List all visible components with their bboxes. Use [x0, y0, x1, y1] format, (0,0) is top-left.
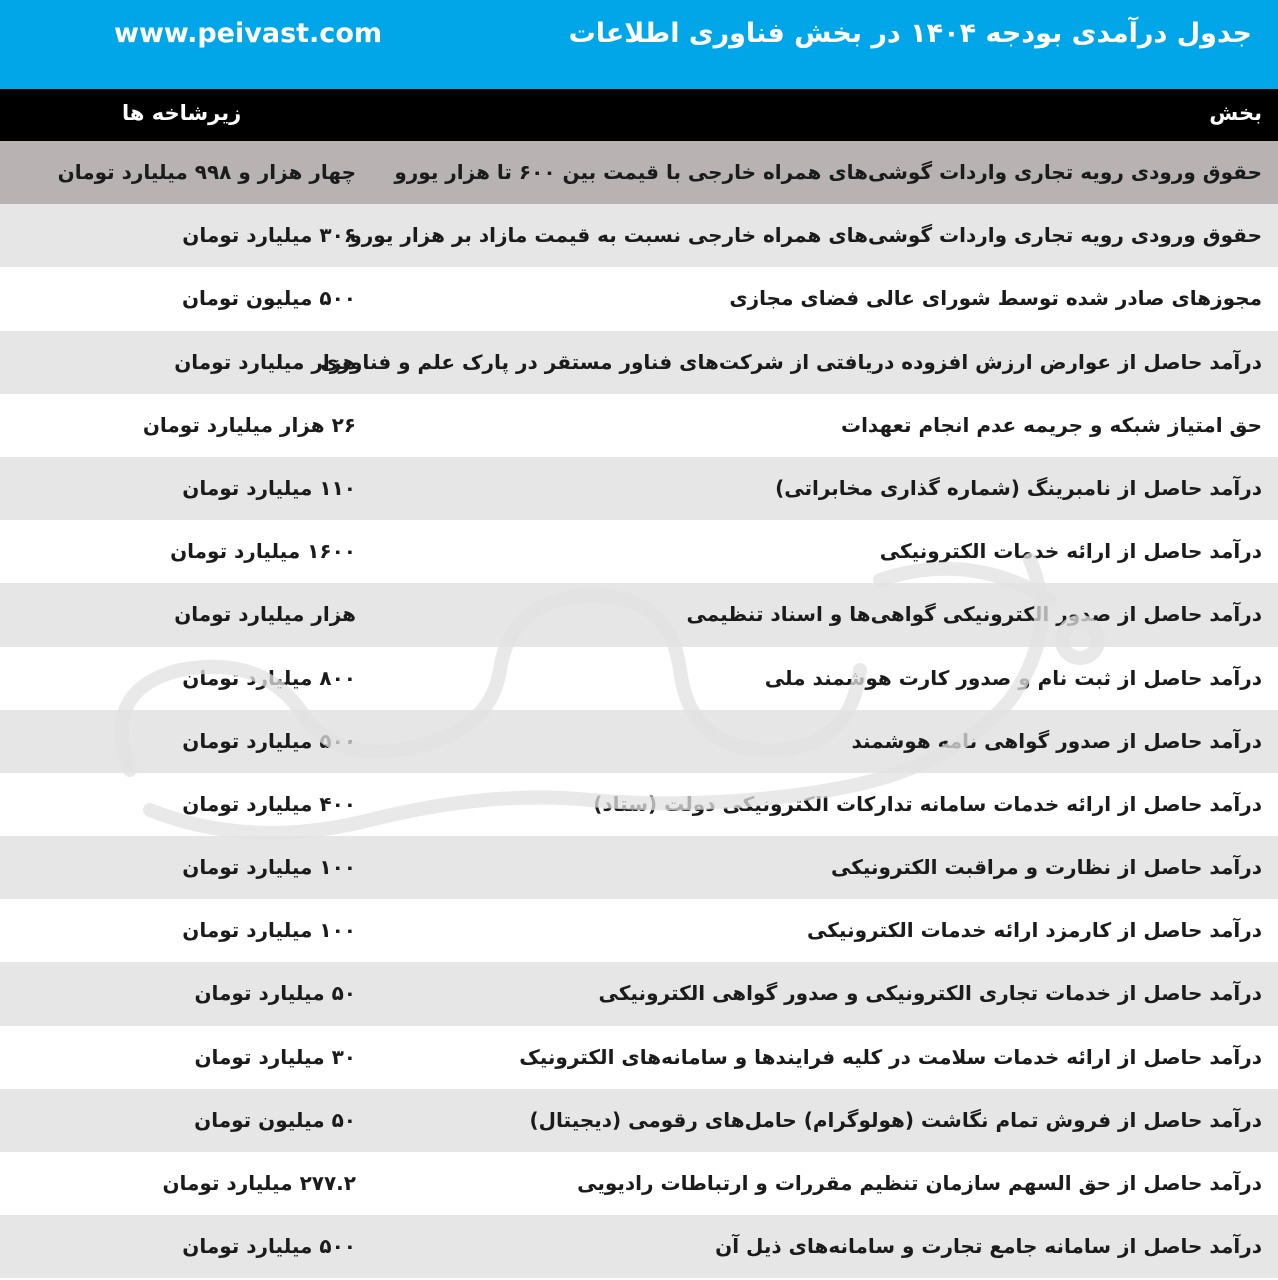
row-value: ۱۰۰ میلیارد تومان: [182, 918, 356, 943]
row-value: ۲۶ هزار میلیارد تومان: [142, 412, 356, 437]
table-row: [0, 1026, 1278, 1089]
table-row: [0, 962, 1278, 1025]
row-section: درآمد حاصل از سامانه جامع تجارت و سامانه‌های ذیل آن: [715, 1234, 1262, 1259]
row-section: حقوق ورودی رویه تجاری واردات گوشی‌های همراه خارجی با قیمت بین ۶۰۰ تا هزار یورو: [394, 160, 1262, 184]
table-row: [0, 267, 1278, 330]
row-section: درآمد حاصل از نظارت و مراقبت الکترونیکی: [830, 855, 1262, 880]
table-row: [0, 204, 1278, 267]
table-row: [0, 141, 1278, 204]
column-header-section: بخش: [1209, 101, 1262, 125]
row-section: درآمد حاصل از حق السهم سازمان تنظیم مقررات و ارتباطات رادیویی: [577, 1171, 1262, 1195]
row-section: درآمد حاصل از ثبت نام و صدور کارت هوشمند ملی: [764, 665, 1262, 690]
row-section: درآمد حاصل از صدور الکترونیکی گواهی‌ها و اسناد تنظیمی: [686, 602, 1262, 627]
row-value: ۵۰۰ میلیارد تومان: [182, 1234, 356, 1259]
row-value: ۸۰۰ میلیارد تومان: [182, 665, 356, 690]
row-value: ۵۰ میلیارد تومان: [194, 981, 356, 1006]
table-header: [0, 89, 1278, 141]
row-value: هزار میلیارد تومان: [174, 602, 356, 627]
row-section: درآمد حاصل از فروش تمام نگاشت (هولوگرام) حامل‌های رقومی (دیجیتال): [529, 1107, 1262, 1132]
page-title: جدول درآمدی بودجه ۱۴۰۴ در بخش فناوری اطلاعات: [568, 18, 1252, 49]
table-row: [0, 331, 1278, 394]
table-row: [0, 457, 1278, 520]
row-section: درآمد حاصل از صدور گواهی نامه هوشمند: [851, 728, 1262, 753]
row-section: درآمد حاصل از نامبرینگ (شماره گذاری مخابراتی): [775, 475, 1262, 500]
row-value: هزار میلیارد تومان: [174, 349, 356, 374]
top-bar: [0, 0, 1278, 89]
row-value: ۱۱۰ میلیارد تومان: [182, 475, 356, 500]
row-value: ۳۰۶ میلیارد تومان: [182, 223, 356, 248]
table-row: [0, 899, 1278, 962]
row-value: چهار هزار و ۹۹۸ میلیارد تومان: [57, 160, 356, 184]
site-url[interactable]: www.peivast.com: [114, 18, 382, 49]
row-value: ۱۰۰ میلیارد تومان: [182, 855, 356, 880]
table-row: [0, 1152, 1278, 1215]
table-row: [0, 836, 1278, 899]
table-row: [0, 520, 1278, 583]
row-value: ۳۰ میلیارد تومان: [194, 1044, 356, 1069]
row-value: ۴۰۰ میلیارد تومان: [182, 791, 356, 816]
row-section: درآمد حاصل از کارمزد ارائه خدمات الکترونیکی: [807, 918, 1262, 943]
row-value: ۵۰۰ میلیارد تومان: [182, 728, 356, 753]
row-value: ۵۰۰ میلیون تومان: [181, 286, 356, 311]
row-value: ۵۰ میلیون تومان: [194, 1107, 356, 1132]
table-row: [0, 773, 1278, 836]
row-section: درآمد حاصل از ارائه خدمات سامانه تدارکات الکترونیکی دولت (ستاد): [593, 791, 1262, 816]
row-section: درآمد حاصل از عوارض ارزش افزوده دریافتی از شرکت‌های فناور مستقر در پارک علم و فناوری: [320, 349, 1262, 374]
table-row: [0, 647, 1278, 710]
table-row: [0, 1089, 1278, 1152]
column-header-subitems: زیرشاخه ها: [122, 101, 242, 125]
table-row: [0, 1215, 1278, 1278]
row-value: ۲۷۷.۲ میلیارد تومان: [162, 1171, 356, 1195]
row-section: حقوق ورودی رویه تجاری واردات گوشی‌های همراه خارجی نسبت به قیمت مازاد بر هزار یورو: [349, 223, 1262, 248]
row-section: درآمد حاصل از ارائه خدمات الکترونیکی: [879, 539, 1262, 564]
row-value: ۱۶۰۰ میلیارد تومان: [170, 539, 356, 564]
table-row: [0, 710, 1278, 773]
row-section: درآمد حاصل از خدمات تجاری الکترونیکی و صدور گواهی الکترونیکی: [598, 981, 1262, 1006]
row-section: حق امتیاز شبکه و جریمه عدم انجام تعهدات: [840, 412, 1262, 437]
table-body: [0, 141, 1278, 1278]
table-row: [0, 583, 1278, 646]
table-row: [0, 394, 1278, 457]
row-section: مجوزهای صادر شده توسط شورای عالی فضای مجازی: [729, 286, 1262, 311]
row-section: درآمد حاصل از ارائه خدمات سلامت در کلیه فرایندها و سامانه‌های الکترونیک: [519, 1044, 1262, 1069]
